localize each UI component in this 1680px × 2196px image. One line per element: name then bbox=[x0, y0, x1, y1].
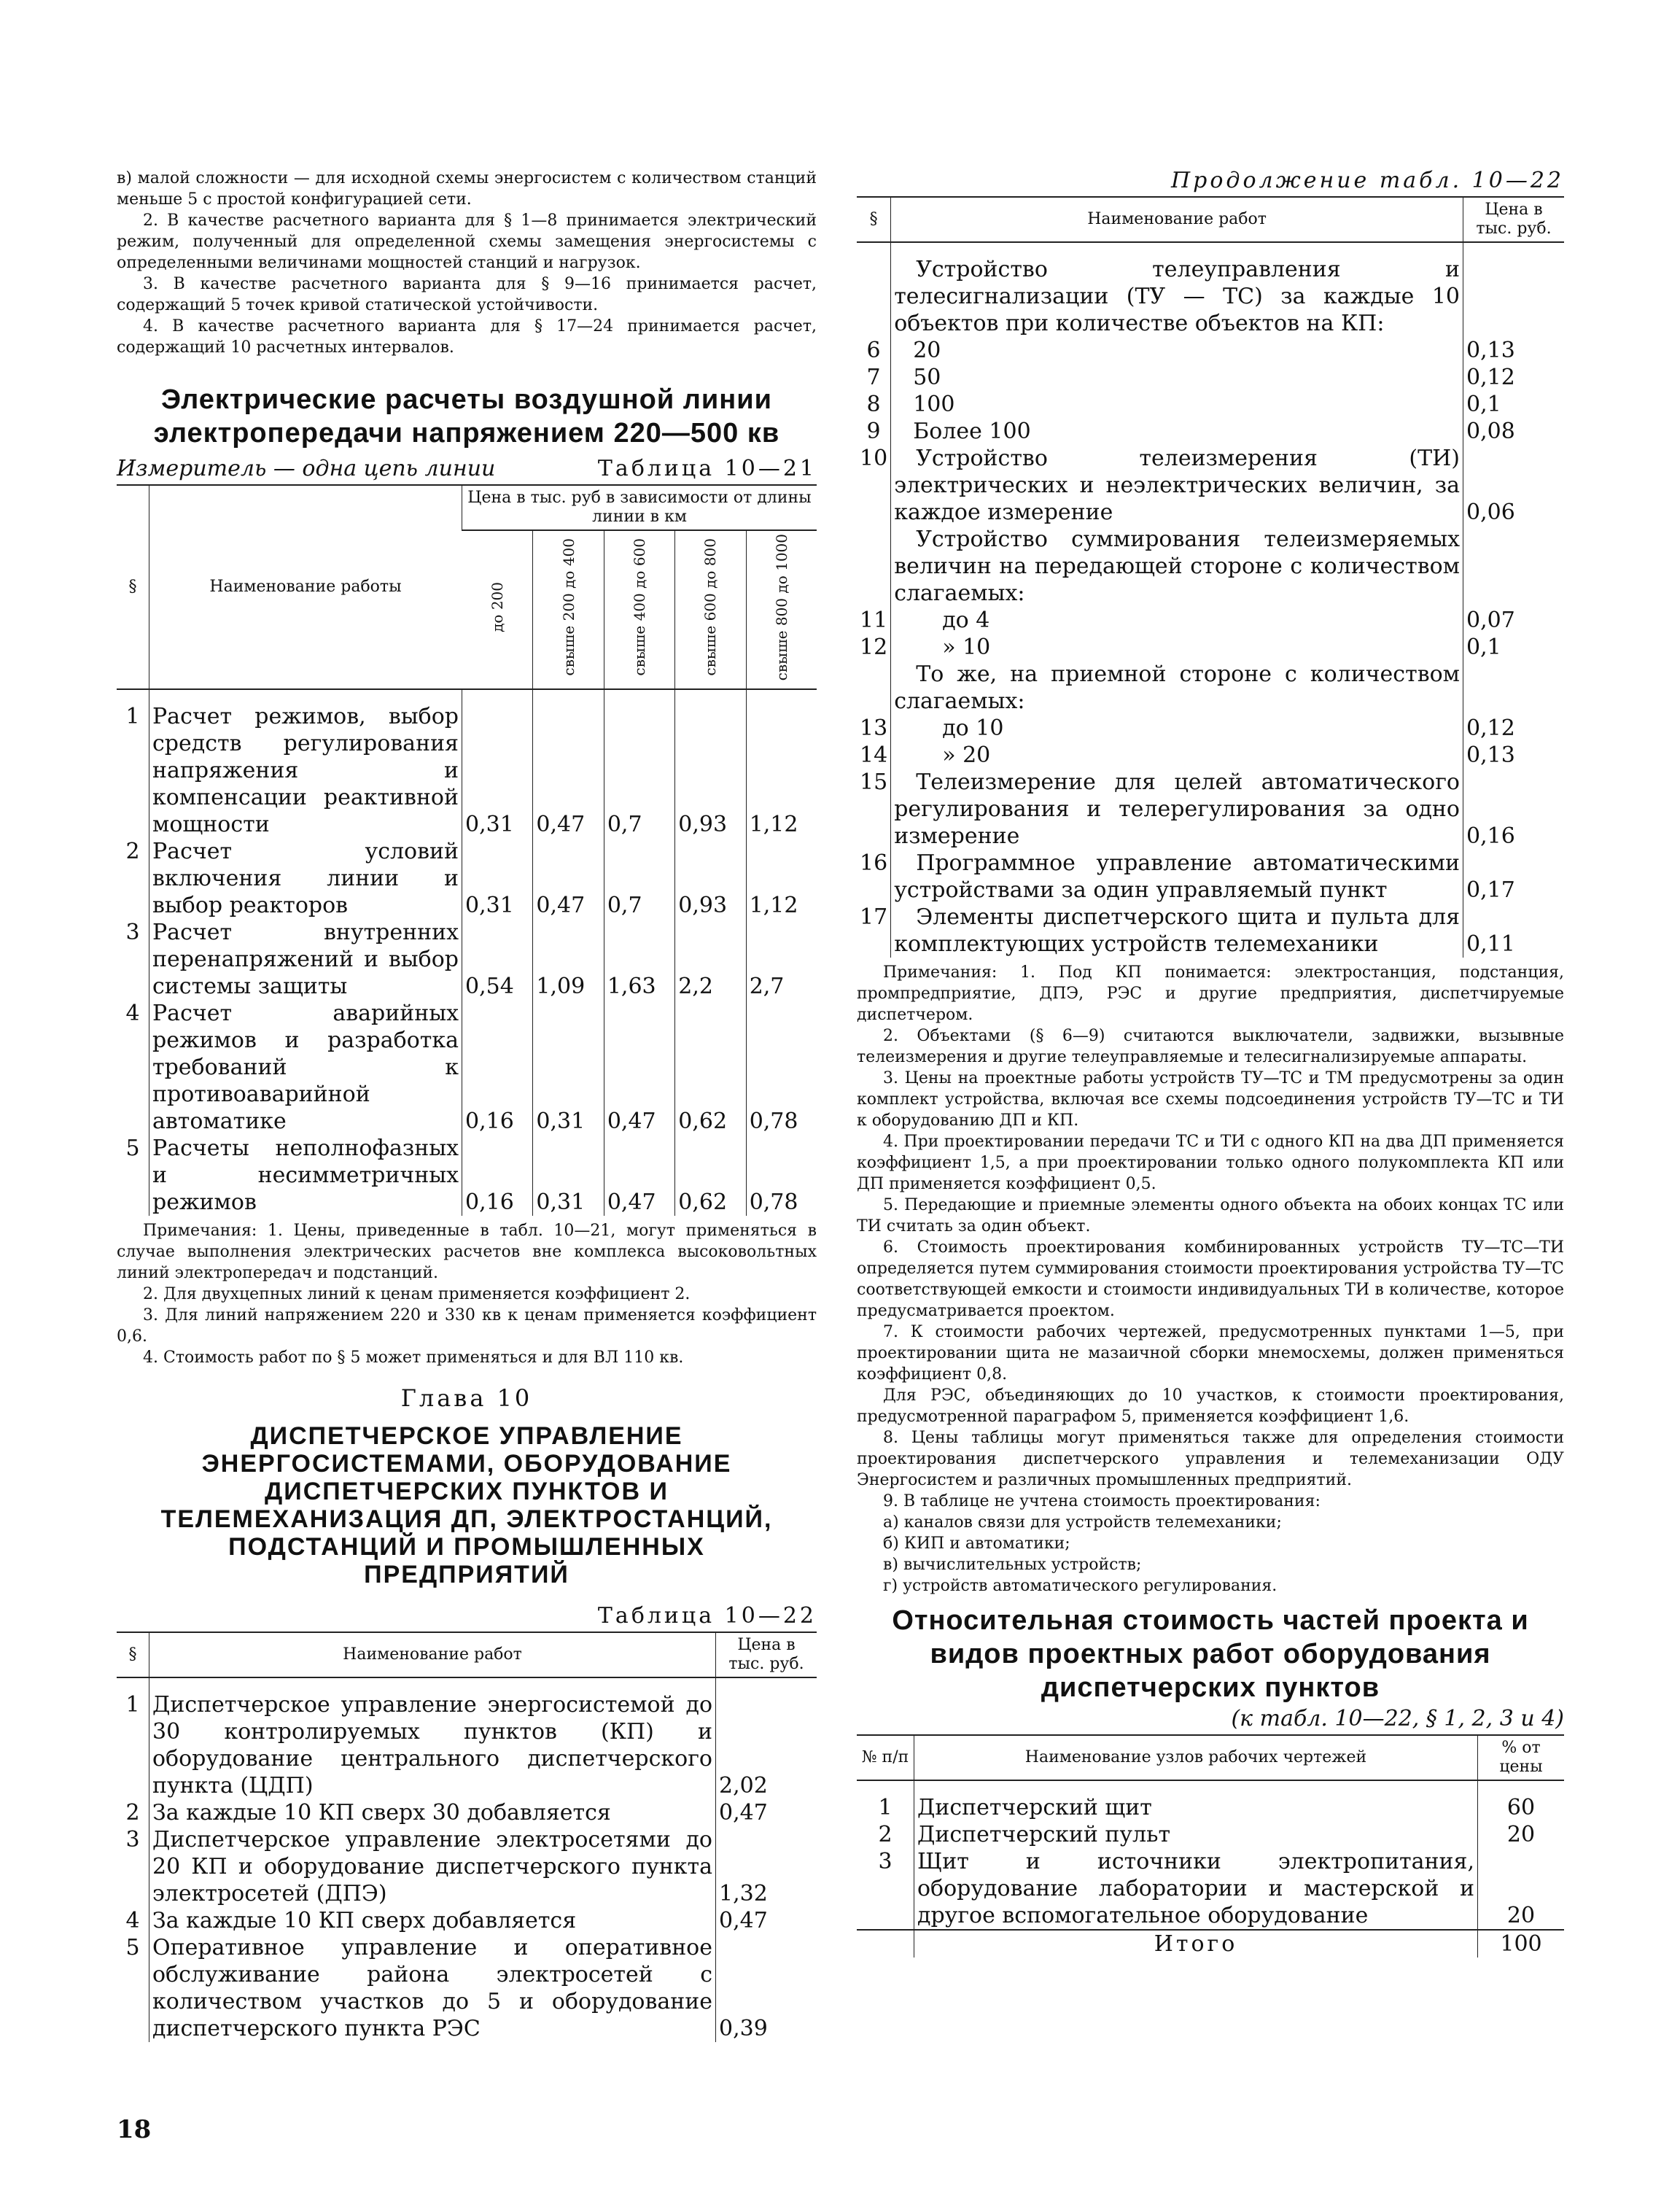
table-10-22 bbox=[117, 1632, 817, 2042]
col-price: Цена в тыс. руб. bbox=[1463, 197, 1565, 242]
table-row: 16 Программное управление автоматическими устройствами за один управляемый пункт 0,17 bbox=[857, 850, 1564, 904]
total-value: 100 bbox=[1478, 1930, 1565, 1958]
measure-label: Измеритель — одна цепь линии bbox=[117, 456, 496, 481]
col-c3: свыше 400 до 600 bbox=[604, 530, 674, 689]
table-row: 2 Диспетчерский пульт 20 bbox=[857, 1821, 1564, 1848]
table-row: 4 За каждые 10 КП сверх добавляется 0,47 bbox=[117, 1907, 817, 1934]
col-name: Наименование работ bbox=[891, 197, 1463, 242]
col-name: Наименование узлов рабочих чертежей bbox=[914, 1735, 1478, 1780]
continuation-label: Продолжение табл. 10—22 bbox=[1171, 168, 1564, 193]
relative-cost-subtitle: (к табл. 10—22, § 1, 2, 3 и 4) bbox=[1231, 1706, 1564, 1731]
note: 3. Цены на проектные работы устройств ТУ—ТС и ТМ предусмотрены за один комплект устройства, включая все схемы подсоединения устройств ТУ—ТС и ТИ к оборудованию ДП и КП. bbox=[857, 1069, 1564, 1130]
table-row: 10 Устройство телеизмерения (ТИ) электрических и неэлектрических величин, за каждое измерение 0,06 bbox=[857, 445, 1564, 526]
col-c5: свыше 800 до 1000 bbox=[746, 530, 817, 689]
table-row: 1 Расчет режимов, выбор средств регулирования напряжения и компенсации реактивной мощности 0,31 0,47 0,7 0,93 1,12 bbox=[117, 703, 817, 838]
note: Примечания: 1. Под КП понимается: электростанция, подстанция, промпредприятие, ДПЭ, РЭС и другие предприятия, диспетчируемые диспетчером. bbox=[857, 963, 1564, 1024]
col-price-group: Цена в тыс. руб в зависимости от длины линии в км bbox=[462, 485, 817, 530]
total-label: Итого bbox=[914, 1930, 1478, 1958]
note: а) каналов связи для устройств телемеханики; bbox=[883, 1513, 1282, 1532]
table-label: Таблица 10—21 bbox=[597, 456, 817, 481]
notes-10-21 bbox=[117, 1220, 817, 1368]
table-10-22-continued bbox=[857, 196, 1564, 958]
note: б) КИП и автоматики; bbox=[883, 1535, 1070, 1553]
col-c1: до 200 bbox=[462, 530, 533, 689]
page-number: 18 bbox=[117, 2115, 152, 2144]
table-row: 8 100 0,1 bbox=[857, 391, 1564, 418]
group-heading: Устройство телеуправления и телесигнализации (ТУ — ТС) за каждые 10 объектов при количестве объектов на КП: bbox=[857, 256, 1564, 337]
table-row: 1 Диспетчерское управление энергосистемой до 30 контролируемых пунктов (КП) и оборудование центрального диспетчерского пункта (ЦДП) 2,02 bbox=[117, 1691, 817, 1799]
table-row: 13 до 10 0,12 bbox=[857, 715, 1564, 742]
note: 2. Объектами (§ 6—9) считаются выключатели, задвижки, вызывные телеизмерения и другие телеуправляемые и телесигнализируемые аппараты. bbox=[857, 1027, 1564, 1066]
table-row: 7 50 0,12 bbox=[857, 364, 1564, 391]
col-name: Наименование работ bbox=[149, 1632, 716, 1677]
note: Для РЭС, объединяющих до 10 участков, к стоимости проектирования, предусмотренной параграфом 5, применяется коэффициент 1,6. bbox=[857, 1386, 1564, 1426]
table-row: 11 до 4 0,07 bbox=[857, 607, 1564, 634]
intro-notes bbox=[117, 168, 817, 358]
table-row: 15 Телеизмерение для целей автоматического регулирования и телерегулирования за одно измерение 0,16 bbox=[857, 769, 1564, 850]
col-c2: свыше 200 до 400 bbox=[533, 530, 604, 689]
note: Примечания: 1. Цены, приведенные в табл. 10—21, могут применяться в случае выполнения электрических расчетов вне комплекса высоковольтных линий электропередач и подстанций. bbox=[117, 1222, 817, 1283]
note: 7. К стоимости рабочих чертежей, предусмотренных пунктами 1—5, при проектировании щита не мазаичной сборки мнемосхемы, должен применяться коэффициент 0,8. bbox=[857, 1323, 1564, 1384]
table-row: 6 20 0,13 bbox=[857, 337, 1564, 364]
note: 3. Для линий напряжением 220 и 330 кв к ценам применяется коэффициент 0,6. bbox=[117, 1306, 817, 1346]
col-section: § bbox=[857, 197, 891, 242]
table-row: 12 » 10 0,1 bbox=[857, 634, 1564, 661]
note: 4. При проектировании передачи ТС и ТИ с одного КП на два ДП применяется коэффициент 1,5, а при проектировании только одного полукомплекта КП или ДП применяется коэффициент 0,5. bbox=[857, 1133, 1564, 1193]
chapter-title: ДИСПЕТЧЕРСКОЕ УПРАВЛЕНИЕ ЭНЕРГОСИСТЕМАМИ, ОБОРУДОВАНИЕ ДИСПЕТЧЕРСКИХ ПУНКТОВ И ТЕЛЕМЕХАНИЗАЦИЯ ДП, ЭЛЕКТРОСТАНЦИЙ, ПОДСТАНЦИЙ И ПРОМЫШЛЕННЫХ ПРЕДПРИЯТИЙ bbox=[160, 1422, 773, 1589]
note: 4. Стоимость работ по § 5 может применяться и для ВЛ 110 кв. bbox=[143, 1349, 684, 1367]
note: 9. В таблице не учтена стоимость проектирования: bbox=[883, 1492, 1321, 1510]
relative-cost-table bbox=[857, 1734, 1564, 1958]
col-c4: свыше 600 до 800 bbox=[675, 530, 746, 689]
col-section: § bbox=[117, 1632, 149, 1677]
relative-cost-title: Относительная стоимость частей проекта и видов проектных работ оборудования диспетчерских пунктов bbox=[892, 1605, 1529, 1703]
table-row: 5 Расчеты неполнофазных и несимметричных режимов 0,16 0,31 0,47 0,62 0,78 bbox=[117, 1135, 817, 1216]
col-price: Цена в тыс. руб. bbox=[716, 1632, 817, 1677]
group-heading: Устройство суммирования телеизмеряемых величин на передающей стороне с количеством слагаемых: bbox=[857, 526, 1564, 607]
table-caption-row bbox=[117, 456, 817, 481]
intro-paragraph: 2. В качестве расчетного варианта для § 1—8 принимается электрический режим, полученный для определенной схемы замещения энергосистемы с определенными величинами мощностей станций и нагрузок. bbox=[117, 212, 817, 272]
note: 5. Передающие и приемные элементы одного объекта на обоих концах ТС или ТИ считать за один объект. bbox=[857, 1196, 1564, 1235]
table-row: 1 Диспетчерский щит 60 bbox=[857, 1794, 1564, 1821]
col-section: § bbox=[117, 485, 149, 689]
table-row: 17 Элементы диспетчерского щита и пульта для комплектующих устройств телемеханики 0,11 bbox=[857, 904, 1564, 958]
note: 8. Цены таблицы могут применяться также для определения стоимости проектирования диспетчерского управления и телемеханизации ОДУ Энергосистем и различных промышленных предприятий. bbox=[857, 1429, 1564, 1489]
intro-paragraph: 4. В качестве расчетного варианта для § 17—24 принимается расчет, содержащий 10 расчетных интервалов. bbox=[117, 317, 817, 357]
intro-paragraph: в) малой сложности — для исходной схемы энергосистем с количеством станций меньше 5 с простой конфигурацией сети. bbox=[117, 169, 817, 209]
col-percent: % от цены bbox=[1478, 1735, 1565, 1780]
section-title: Электрические расчеты воздушной линии электропередачи напряжением 220—500 кв bbox=[153, 384, 780, 449]
table-10-21 bbox=[117, 484, 817, 1216]
group-heading: То же, на приемной стороне с количеством слагаемых: bbox=[857, 661, 1564, 715]
col-name: Наименование работы bbox=[149, 485, 462, 689]
table-row: 3 Диспетчерское управление электросетями до 20 КП и оборудование диспетчерского пункта электросетей (ДПЭ) 1,32 bbox=[117, 1826, 817, 1907]
note: 2. Для двухцепных линий к ценам применяется коэффициент 2. bbox=[143, 1285, 691, 1304]
intro-paragraph: 3. В качестве расчетного варианта для § 9—16 принимается расчет, содержащий 5 точек кривой статической устойчивости. bbox=[117, 275, 817, 314]
notes-10-22 bbox=[857, 962, 1564, 1596]
chapter-label: Глава 10 bbox=[400, 1384, 533, 1413]
col-number: № п/п bbox=[857, 1735, 914, 1780]
table-22-label: Таблица 10—22 bbox=[597, 1603, 817, 1629]
table-row: 5 Оперативное управление и оперативное обслуживание района электросетей с количеством участков до 5 и оборудование диспетчерского пункта РЭС 0,39 bbox=[117, 1934, 817, 2042]
note: 6. Стоимость проектирования комбинированных устройств ТУ—ТС—ТИ определяется путем суммирования стоимости проектирования устройства ТУ—ТС соответствующей емкости и стоимости индивидуальных ТИ в количестве, которое предусматривается проектом. bbox=[857, 1238, 1564, 1320]
left-column bbox=[117, 168, 817, 2042]
table-row: 2 За каждые 10 КП сверх 30 добавляется 0,47 bbox=[117, 1799, 817, 1826]
note: г) устройств автоматического регулирования. bbox=[883, 1577, 1278, 1595]
table-row: 14 » 20 0,13 bbox=[857, 742, 1564, 769]
total-row bbox=[857, 1930, 1564, 1958]
table-row: 3 Щит и источники электропитания, оборудование лаборатории и мастерской и другое вспомогательное оборудование 20 bbox=[857, 1848, 1564, 1930]
note: в) вычислительных устройств; bbox=[883, 1556, 1142, 1574]
right-column bbox=[857, 168, 1564, 1958]
table-row: 9 Более 100 0,08 bbox=[857, 418, 1564, 445]
table-row: 3 Расчет внутренних перенапряжений и выбор системы защиты 0,54 1,09 1,63 2,2 2,7 bbox=[117, 919, 817, 1000]
table-row: 4 Расчет аварийных режимов и разработка требований к противоаварийной автоматике 0,16 0,31 0,47 0,62 0,78 bbox=[117, 1000, 817, 1135]
table-row: 2 Расчет условий включения линии и выбор реакторов 0,31 0,47 0,7 0,93 1,12 bbox=[117, 838, 817, 919]
